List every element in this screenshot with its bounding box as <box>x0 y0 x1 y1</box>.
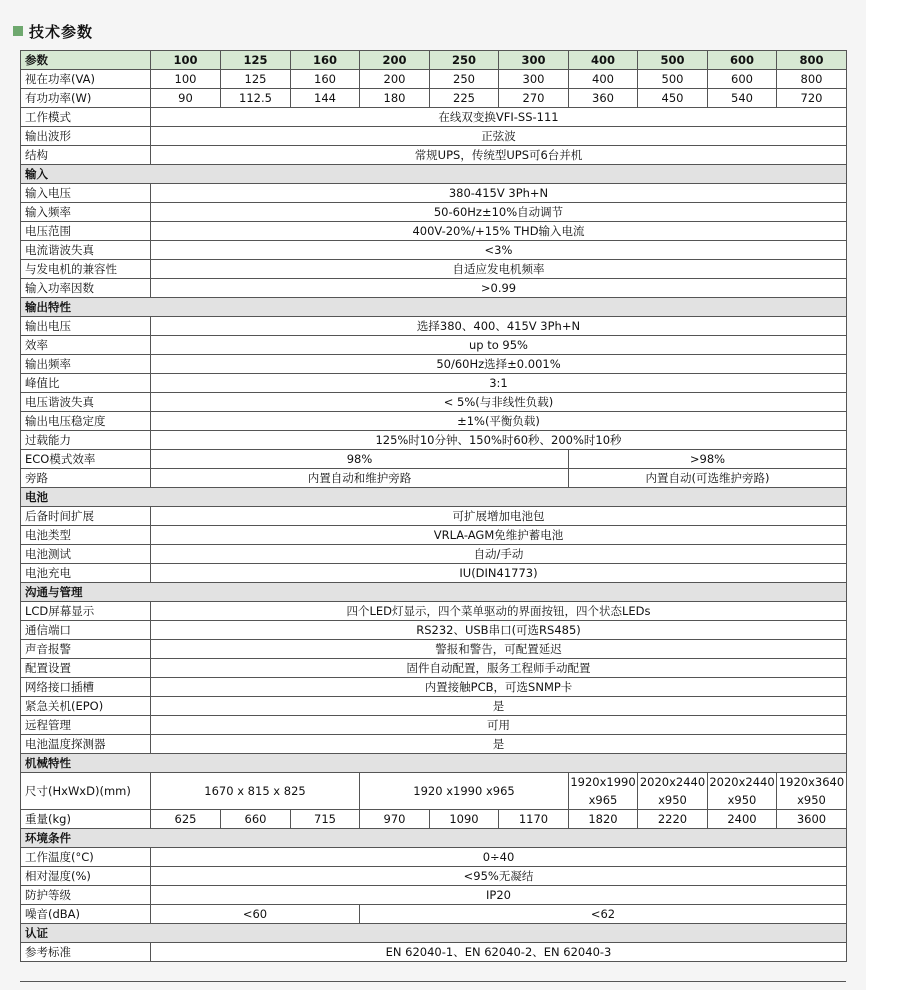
row-label: 后备时间扩展 <box>21 507 151 526</box>
group-g_comm <box>21 583 847 602</box>
row-label: LCD屏幕显示 <box>21 602 151 621</box>
value-cell: IU(DIN41773) <box>151 564 847 583</box>
row-gen_compat <box>21 260 847 279</box>
value-cell: 450 <box>638 89 708 108</box>
row-label: 防护等级 <box>21 886 151 905</box>
row-backup <box>21 507 847 526</box>
row-structure <box>21 146 847 165</box>
value-cell: 是 <box>151 697 847 716</box>
value-cell: 3600 <box>777 810 847 829</box>
value-cell: 自适应发电机频率 <box>151 260 847 279</box>
group-header: 输入 <box>21 165 847 184</box>
value-cell: 固件自动配置，服务工程师手动配置 <box>151 659 847 678</box>
row-overload <box>21 431 847 450</box>
row-label: 远程管理 <box>21 716 151 735</box>
row-w <box>21 89 847 108</box>
value-cell: 可用 <box>151 716 847 735</box>
row-label: 电池温度探测器 <box>21 735 151 754</box>
row-label: 结构 <box>21 146 151 165</box>
row-label: 配置设置 <box>21 659 151 678</box>
value-cell: 715 <box>291 810 360 829</box>
row-label: 与发电机的兼容性 <box>21 260 151 279</box>
group-g_env <box>21 829 847 848</box>
value-cell-right: <62 <box>360 905 847 924</box>
value-cell: ±1%(平衡负载) <box>151 412 847 431</box>
header-row <box>21 51 847 70</box>
value-cell: 225 <box>430 89 499 108</box>
value-cell: 250 <box>430 70 499 89</box>
value-cell: 125 <box>221 70 291 89</box>
value-cell: 600 <box>708 70 777 89</box>
dim-line: x950 <box>797 793 826 807</box>
value-cell: 180 <box>360 89 430 108</box>
row-label: 通信端口 <box>21 621 151 640</box>
title-square-icon <box>13 26 23 36</box>
header-model-cell: 600 <box>708 51 777 70</box>
row-out_voltage <box>21 317 847 336</box>
value-cell <box>777 773 847 810</box>
dim-line: x965 <box>588 793 618 807</box>
value-cell: <3% <box>151 241 847 260</box>
value-cell: 112.5 <box>221 89 291 108</box>
group-header: 环境条件 <box>21 829 847 848</box>
row-label: 输入频率 <box>21 203 151 222</box>
value-cell: 400V-20%/+15% THD输入电流 <box>151 222 847 241</box>
value-cell: 自动/手动 <box>151 545 847 564</box>
value-cell: 380-415V 3Ph+N <box>151 184 847 203</box>
value-cell-right: 内置自动(可选维护旁路) <box>569 469 847 488</box>
value-cell: 360 <box>569 89 638 108</box>
row-ports <box>21 621 847 640</box>
row-v_range <box>21 222 847 241</box>
value-cell: 1170 <box>499 810 569 829</box>
row-bat_temp <box>21 735 847 754</box>
row-work_mode <box>21 108 847 127</box>
header-model-cell: 250 <box>430 51 499 70</box>
value-cell: 100 <box>151 70 221 89</box>
row-label: 网络接口插槽 <box>21 678 151 697</box>
header-model-cell: 800 <box>777 51 847 70</box>
row-label: 电池测试 <box>21 545 151 564</box>
row-label: 电压范围 <box>21 222 151 241</box>
value-cell <box>638 773 708 810</box>
row-label: 输出频率 <box>21 355 151 374</box>
row-label: 输出电压 <box>21 317 151 336</box>
row-label: 输出电压稳定度 <box>21 412 151 431</box>
row-v_thd <box>21 393 847 412</box>
row-label: 电池充电 <box>21 564 151 583</box>
value-cell: 970 <box>360 810 430 829</box>
value-cell: 四个LED灯显示，四个菜单驱动的界面按钮，四个状态LEDs <box>151 602 847 621</box>
dim-line: x950 <box>727 793 757 807</box>
value-cell: EN 62040-1、EN 62040-2、EN 62040-3 <box>151 943 847 962</box>
group-header: 机械特性 <box>21 754 847 773</box>
value-cell: 720 <box>777 89 847 108</box>
header-model-cell: 200 <box>360 51 430 70</box>
table-bottom-line <box>20 981 846 982</box>
row-label: ECO模式效率 <box>21 450 151 469</box>
row-lcd <box>21 602 847 621</box>
value-cell: 660 <box>221 810 291 829</box>
value-cell: 625 <box>151 810 221 829</box>
group-g_cert <box>21 924 847 943</box>
row-label: 相对湿度(%) <box>21 867 151 886</box>
value-cell-left: <60 <box>151 905 360 924</box>
row-cur_thd <box>21 241 847 260</box>
value-cell <box>569 773 638 810</box>
row-label: 电池类型 <box>21 526 151 545</box>
dim-line: 1920x3640 <box>778 775 845 789</box>
row-crest <box>21 374 847 393</box>
row-label: 工作模式 <box>21 108 151 127</box>
group-header: 输出特性 <box>21 298 847 317</box>
row-efficiency <box>21 336 847 355</box>
dim-line: x950 <box>658 793 687 807</box>
row-bat_test <box>21 545 847 564</box>
value-cell: 3:1 <box>151 374 847 393</box>
row-in_freq <box>21 203 847 222</box>
value-cell: 1920 x1990 x965 <box>360 773 569 810</box>
group-header: 电池 <box>21 488 847 507</box>
row-out_freq <box>21 355 847 374</box>
group-g_battery <box>21 488 847 507</box>
header-model-cell: 125 <box>221 51 291 70</box>
value-cell: 50/60Hz选择±0.001% <box>151 355 847 374</box>
row-label: 电压谐波失真 <box>21 393 151 412</box>
value-cell-left: 内置自动和维护旁路 <box>151 469 569 488</box>
header-model-cell: 100 <box>151 51 221 70</box>
value-cell: 是 <box>151 735 847 754</box>
dim-line: 1920x1990 <box>570 775 636 789</box>
row-va <box>21 70 847 89</box>
value-cell: <95%无凝结 <box>151 867 847 886</box>
row-bat_charge <box>21 564 847 583</box>
value-cell: 1670 x 815 x 825 <box>151 773 360 810</box>
value-cell: 1820 <box>569 810 638 829</box>
value-cell: 270 <box>499 89 569 108</box>
row-net_slot <box>21 678 847 697</box>
row-dims <box>21 773 847 810</box>
row-in_pf <box>21 279 847 298</box>
value-cell: >0.99 <box>151 279 847 298</box>
page-title: 技术参数 <box>29 22 94 41</box>
value-cell: VRLA-AGM免维护蓄电池 <box>151 526 847 545</box>
dim-line: 2020x2440 <box>709 775 775 789</box>
row-label: 电流谐波失真 <box>21 241 151 260</box>
row-label: 输入电压 <box>21 184 151 203</box>
row-label: 紧急关机(EPO) <box>21 697 151 716</box>
row-label: 输入功率因数 <box>21 279 151 298</box>
row-weight <box>21 810 847 829</box>
section-title <box>13 19 93 43</box>
row-out_wave <box>21 127 847 146</box>
value-cell: 400 <box>569 70 638 89</box>
header-param-cell: 参数 <box>21 51 151 70</box>
value-cell: 常规UPS，传统型UPS可6台并机 <box>151 146 847 165</box>
row-humidity <box>21 867 847 886</box>
value-cell: 内置接触PCB，可选SNMP卡 <box>151 678 847 697</box>
value-cell: 正弦波 <box>151 127 847 146</box>
group-header: 沟通与管理 <box>21 583 847 602</box>
value-cell: 选择380、400、415V 3Ph+N <box>151 317 847 336</box>
value-cell: < 5%(与非线性负载) <box>151 393 847 412</box>
row-label: 尺寸(HxWxD)(mm) <box>21 773 151 810</box>
row-label: 峰值比 <box>21 374 151 393</box>
value-cell: 2400 <box>708 810 777 829</box>
value-cell: 50-60Hz±10%自动调节 <box>151 203 847 222</box>
row-op_temp <box>21 848 847 867</box>
value-cell: 540 <box>708 89 777 108</box>
value-cell: 2220 <box>638 810 708 829</box>
row-bat_type <box>21 526 847 545</box>
row-v_stab <box>21 412 847 431</box>
row-label: 效率 <box>21 336 151 355</box>
spec-table <box>20 50 847 962</box>
value-cell: 在线双变换VFI-SS-111 <box>151 108 847 127</box>
row-config <box>21 659 847 678</box>
header-model-cell: 160 <box>291 51 360 70</box>
row-label: 输出波形 <box>21 127 151 146</box>
group-g_input <box>21 165 847 184</box>
group-g_output <box>21 298 847 317</box>
row-noise <box>21 905 847 924</box>
value-cell: 300 <box>499 70 569 89</box>
value-cell: 144 <box>291 89 360 108</box>
value-cell: 1090 <box>430 810 499 829</box>
value-cell: 125%时10分钟、150%时60秒、200%时10秒 <box>151 431 847 450</box>
row-label: 过载能力 <box>21 431 151 450</box>
row-in_voltage <box>21 184 847 203</box>
value-cell: 160 <box>291 70 360 89</box>
value-cell: 200 <box>360 70 430 89</box>
value-cell: RS232、USB串口(可选RS485) <box>151 621 847 640</box>
row-epo <box>21 697 847 716</box>
value-cell: 可扩展增加电池包 <box>151 507 847 526</box>
group-g_mech <box>21 754 847 773</box>
value-cell: 500 <box>638 70 708 89</box>
row-label: 有功功率(W) <box>21 89 151 108</box>
value-cell: 800 <box>777 70 847 89</box>
value-cell-left: 98% <box>151 450 569 469</box>
value-cell: up to 95% <box>151 336 847 355</box>
value-cell: 0÷40 <box>151 848 847 867</box>
row-label: 参考标准 <box>21 943 151 962</box>
row-alarm <box>21 640 847 659</box>
value-cell: 警报和警告，可配置延迟 <box>151 640 847 659</box>
header-model-cell: 500 <box>638 51 708 70</box>
row-label: 工作温度(°C) <box>21 848 151 867</box>
row-standard <box>21 943 847 962</box>
group-header: 认证 <box>21 924 847 943</box>
header-model-cell: 300 <box>499 51 569 70</box>
row-ip <box>21 886 847 905</box>
row-label: 重量(kg) <box>21 810 151 829</box>
row-bypass <box>21 469 847 488</box>
value-cell <box>708 773 777 810</box>
header-model-cell: 400 <box>569 51 638 70</box>
row-remote <box>21 716 847 735</box>
row-label: 噪音(dBA) <box>21 905 151 924</box>
row-label: 声音报警 <box>21 640 151 659</box>
row-label: 视在功率(VA) <box>21 70 151 89</box>
value-cell: 90 <box>151 89 221 108</box>
value-cell-right: >98% <box>569 450 847 469</box>
value-cell: IP20 <box>151 886 847 905</box>
dim-line: 2020x2440 <box>639 775 706 789</box>
row-label: 旁路 <box>21 469 151 488</box>
row-eco <box>21 450 847 469</box>
